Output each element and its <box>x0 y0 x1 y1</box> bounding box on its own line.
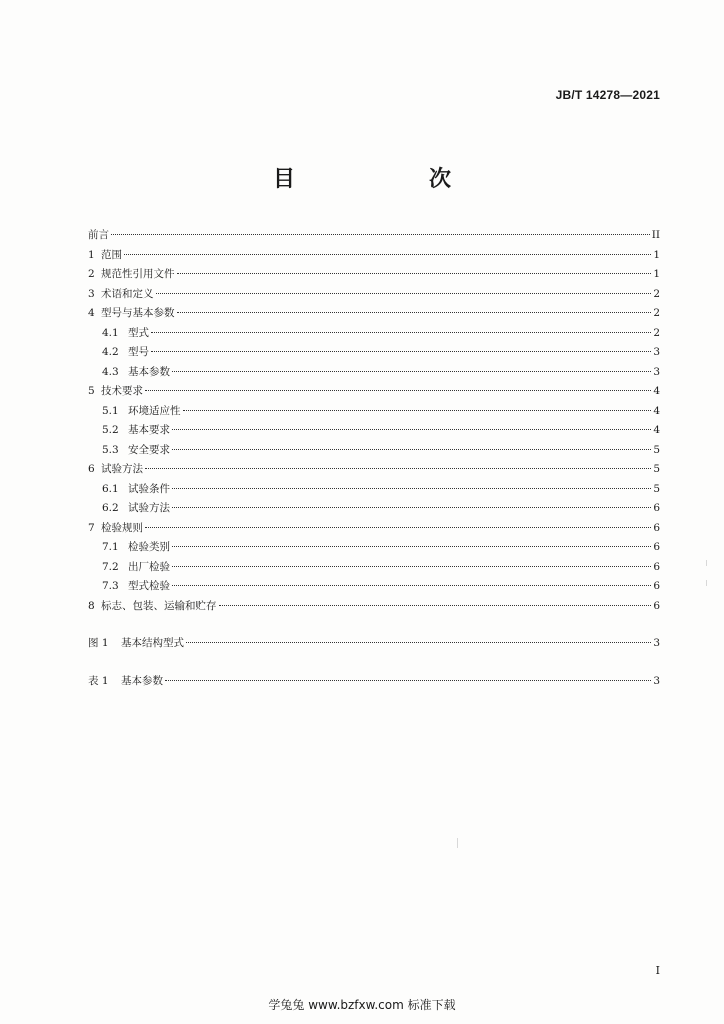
toc-entry[interactable] <box>88 382 660 402</box>
toc-entry-number: 8 <box>88 599 95 612</box>
toc-figures <box>88 634 660 654</box>
toc-entry-number: 5.3 <box>102 443 119 456</box>
dot-leader <box>186 642 651 643</box>
toc-entry-number: 7.2 <box>102 560 119 573</box>
dot-leader <box>172 449 651 450</box>
toc-entry-page: 2 <box>653 287 660 300</box>
toc-entry[interactable] <box>88 324 660 344</box>
toc-entry-label: 检验规则 <box>101 521 143 534</box>
toc-entry-label: 安全要求 <box>128 443 170 456</box>
toc-entry-page: 5 <box>653 463 660 475</box>
toc-entry-page: 6 <box>653 560 660 573</box>
toc-entry-number: 表 1 <box>88 674 109 687</box>
table-of-contents <box>88 226 660 691</box>
toc-entry-page: 1 <box>653 248 660 261</box>
toc-entry-label: 标志、包装、运输和贮存 <box>101 599 217 612</box>
toc-entry-page: 4 <box>653 404 660 417</box>
toc-entry-label: 型号 <box>128 346 149 358</box>
toc-entry[interactable] <box>88 499 660 519</box>
dot-leader <box>172 585 651 586</box>
standard-code: JB/T 14278—2021 <box>555 88 660 102</box>
toc-entry[interactable] <box>88 265 660 285</box>
toc-entry[interactable] <box>88 441 660 461</box>
toc-entry[interactable] <box>88 304 660 324</box>
dot-leader <box>145 527 651 528</box>
section-gap <box>88 654 660 672</box>
toc-entry[interactable] <box>88 363 660 383</box>
toc-entries <box>88 226 660 616</box>
toc-entry-label: 试验方法 <box>101 463 143 475</box>
toc-entry[interactable] <box>88 226 660 246</box>
toc-entry-number: 5.2 <box>102 424 119 436</box>
dot-leader <box>183 410 652 411</box>
dot-leader <box>172 546 651 547</box>
toc-entry-number: 3 <box>88 287 95 300</box>
toc-tables <box>88 672 660 692</box>
toc-entry-label: 型式检验 <box>128 580 170 592</box>
toc-entry[interactable] <box>88 246 660 266</box>
toc-entry-page: 6 <box>653 580 660 592</box>
toc-entry[interactable] <box>88 480 660 500</box>
toc-entry-page: 5 <box>653 443 660 456</box>
dot-leader <box>145 390 651 391</box>
toc-entry-page: 6 <box>653 541 660 553</box>
toc-list-entry[interactable] <box>88 672 660 692</box>
dot-leader <box>151 332 651 333</box>
toc-entry-label: 检验类别 <box>128 541 170 553</box>
toc-entry-page: 2 <box>653 307 660 319</box>
toc-entry-number: 5.1 <box>102 404 119 417</box>
toc-entry-number: 5 <box>88 385 95 397</box>
dot-leader <box>172 566 651 567</box>
toc-entry-number: 1 <box>88 248 95 261</box>
scan-mark <box>706 580 707 586</box>
toc-entry-number: 6.1 <box>102 482 119 495</box>
toc-entry-label: 基本参数 <box>128 365 170 378</box>
toc-entry-page: 6 <box>653 502 660 514</box>
toc-entry-label: 术语和定义 <box>101 287 154 300</box>
toc-entry-number: 4.3 <box>102 365 119 378</box>
toc-entry[interactable] <box>88 597 660 617</box>
toc-entry-page: II <box>651 229 660 241</box>
toc-entry-page: 3 <box>653 346 660 358</box>
toc-entry-page: 2 <box>653 326 660 339</box>
toc-entry-number: 2 <box>88 268 95 280</box>
toc-entry-label: 型号与基本参数 <box>101 307 175 319</box>
toc-list-entry[interactable] <box>88 634 660 654</box>
page-title: 目 次 <box>272 166 481 192</box>
toc-entry[interactable] <box>88 460 660 480</box>
toc-entry-number: 7.3 <box>102 580 119 592</box>
dot-leader <box>156 293 652 294</box>
toc-entry-number: 7 <box>88 521 95 534</box>
dot-leader <box>145 468 651 469</box>
toc-entry[interactable] <box>88 538 660 558</box>
watermark: 学兔兔 www.bzfxw.com 标准下载 <box>268 998 456 1012</box>
toc-entry-number: 6.2 <box>102 502 119 514</box>
toc-entry-page: 4 <box>653 424 660 436</box>
toc-entry[interactable] <box>88 285 660 305</box>
scan-mark <box>457 838 458 848</box>
toc-entry-page: 3 <box>653 637 660 649</box>
toc-entry-page: 3 <box>653 674 660 687</box>
dot-leader <box>151 351 651 352</box>
dot-leader <box>124 254 651 255</box>
dot-leader <box>172 371 651 372</box>
toc-entry-label: 基本参数 <box>121 674 163 687</box>
toc-entry[interactable] <box>88 558 660 578</box>
page-number: I <box>655 964 660 977</box>
toc-entry-number: 4.2 <box>102 346 119 358</box>
toc-entry-label: 试验方法 <box>128 502 170 514</box>
dot-leader <box>172 488 651 489</box>
section-gap <box>88 616 660 634</box>
toc-entry-page: 4 <box>653 385 660 397</box>
toc-entry-label: 范围 <box>101 248 122 261</box>
dot-leader <box>172 507 651 508</box>
toc-entry-page: 6 <box>653 599 660 612</box>
toc-entry-label: 前言 <box>88 229 109 241</box>
dot-leader <box>219 605 652 606</box>
toc-entry-label: 出厂检验 <box>128 560 170 573</box>
toc-entry-number: 7.1 <box>102 541 119 553</box>
toc-entry-number: 4.1 <box>102 326 119 339</box>
toc-entry[interactable] <box>88 519 660 539</box>
toc-entry-page: 6 <box>653 521 660 534</box>
scan-mark <box>706 560 707 566</box>
toc-entry-label: 技术要求 <box>101 385 143 397</box>
dot-leader <box>177 273 652 274</box>
toc-entry-page: 5 <box>653 482 660 495</box>
toc-entry-label: 型式 <box>128 326 149 339</box>
toc-entry-label: 基本要求 <box>128 424 170 436</box>
toc-entry-page: 3 <box>653 365 660 378</box>
toc-entry[interactable] <box>88 343 660 363</box>
toc-entry[interactable] <box>88 577 660 597</box>
toc-entry-label: 试验条件 <box>128 482 170 495</box>
dot-leader <box>172 429 651 430</box>
toc-entry[interactable] <box>88 402 660 422</box>
toc-entry[interactable] <box>88 421 660 441</box>
toc-entry-number: 4 <box>88 307 95 319</box>
toc-entry-label: 环境适应性 <box>128 404 181 417</box>
dot-leader <box>111 234 650 235</box>
toc-entry-number: 6 <box>88 463 95 475</box>
dot-leader <box>177 312 652 313</box>
toc-entry-number: 图 1 <box>88 637 109 649</box>
dot-leader <box>165 680 651 681</box>
toc-entry-label: 基本结构型式 <box>121 637 184 649</box>
toc-entry-page: 1 <box>653 268 660 280</box>
toc-entry-label: 规范性引用文件 <box>101 268 175 280</box>
